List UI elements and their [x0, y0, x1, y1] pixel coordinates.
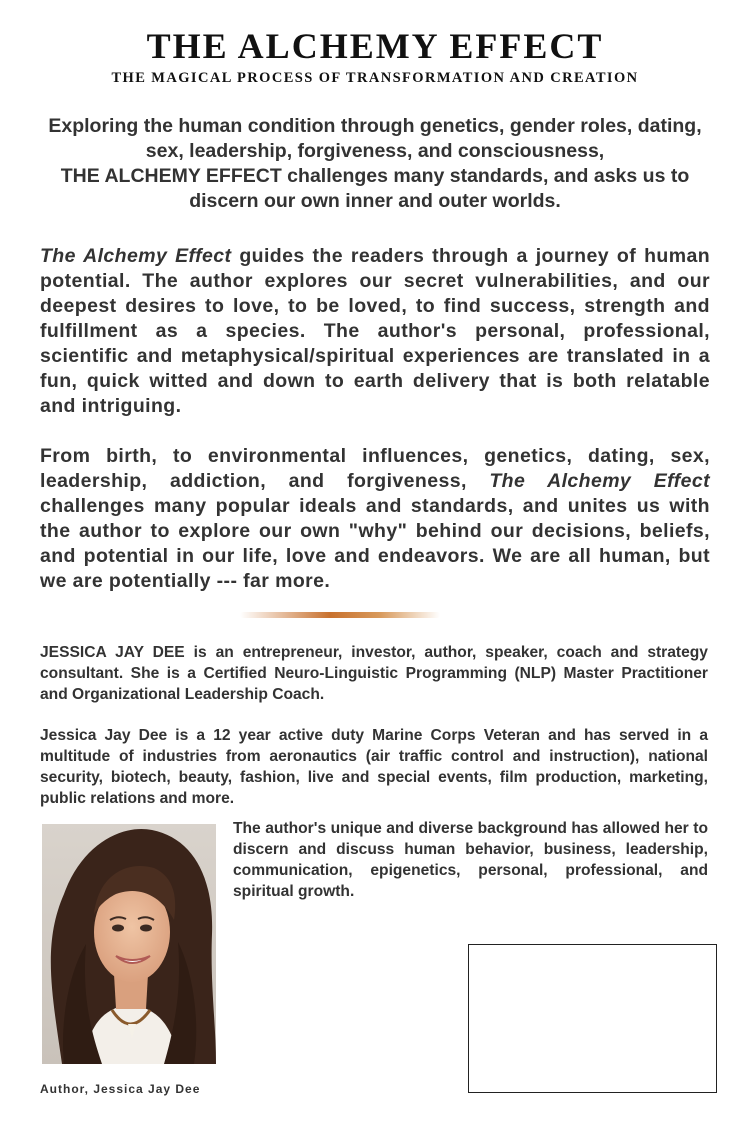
description-paragraph-1: [40, 244, 710, 419]
bio-paragraph-1: JESSICA JAY DEE is an entrepreneur, investor, author, speaker, coach and strategy consultant. She is a Certified Neuro-Linguistic Programming (NLP) Master Practitioner and Organizational Leadership Coach.: [40, 644, 708, 703]
bio-paragraph-2: Jessica Jay Dee is a 12 year active duty Marine Corps Veteran and has served in a multitude of industries from aeronautics (air traffic control and instruction), national security, biotech, beauty, fashion, live and special events, film production, marketing, public relations and more.: [40, 727, 708, 807]
bio-paragraph-3: The author's unique and diverse background has allowed her to discern and discuss human behavior, business, leadership, communication, epigenetics, personal, professional, and spiritual growth.: [233, 820, 708, 900]
photo-caption: Author, Jessica Jay Dee: [40, 1082, 201, 1096]
book-title: THE ALCHEMY EFFECT: [146, 26, 604, 66]
book-subtitle: THE MAGICAL PROCESS OF TRANSFORMATION AND CREATION: [111, 70, 639, 86]
intro-book-title: THE ALCHEMY EFFECT: [60, 165, 282, 187]
author-portrait-illustration: [42, 824, 216, 1064]
p2-lead: From birth, to environmental influences, genetics, dating, sex, leadership, addiction, and forgiveness,: [40, 445, 710, 492]
intro-rest: challenges many standards, and asks us to discern our own inner and outer worlds.: [189, 165, 690, 212]
p2-rest: challenges many popular ideals and standards, and unites us with the author to explore our own "why" behind our decisions, beliefs, and potential in our life, love and endeavors. We are all human, but we are potentially --- far more.: [40, 495, 710, 592]
barcode-placeholder-box: [468, 944, 717, 1093]
ornamental-divider: [240, 612, 440, 618]
description-paragraph-2: [40, 444, 710, 594]
intro-paragraph: [40, 114, 710, 214]
author-photo: [42, 824, 216, 1064]
p1-book-title: The Alchemy Effect: [40, 245, 232, 267]
p2-book-title: The Alchemy Effect: [489, 470, 710, 492]
intro-lead: Exploring the human condition through genetics, gender roles, dating, sex, leadership, forgiveness, and consciousness,: [48, 115, 702, 162]
p1-text: guides the readers through a journey of human potential. The author explores our secret vulnerabilities, and our deepest desires to love, to be loved, to find success, strength and fulfillment as a species. The author's personal, professional, scientific and metaphysical/spiritual experiences are translated in a fun, quick witted and down to earth delivery that is both relatable and intriguing.: [40, 245, 711, 417]
